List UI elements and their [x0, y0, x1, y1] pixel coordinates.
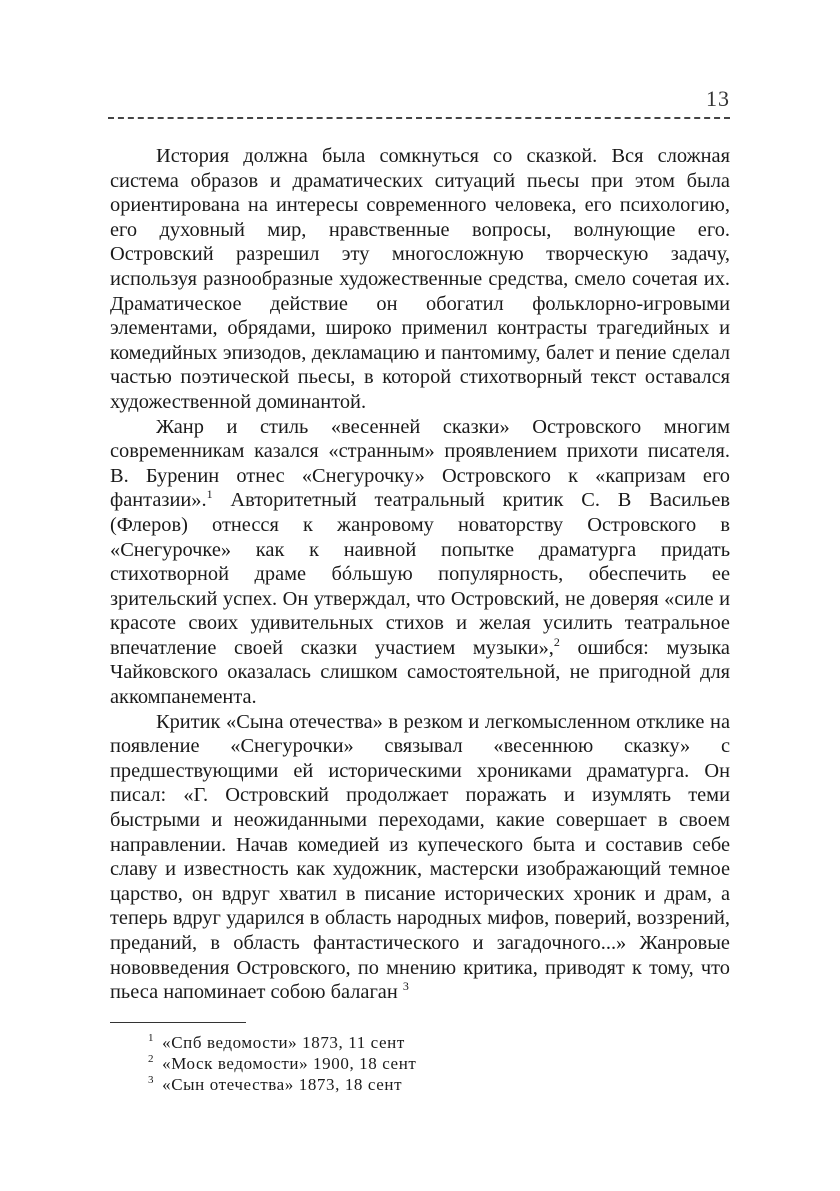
footnote: $^3$ «Сын отечества» 1873, 18 сент [148, 1074, 403, 1094]
paragraph: Жанр и стиль «весенней сказки» Островского многим современникам казался «странным» проявлением прихоти писателя. В. Буренин отнес «Снегурочку» Островского к «капризам его фантазии».$^1$ Авторитетный театральный критик С. В Васильев (Флеров) отнесся к жанровому новаторству Островского в «Снегурочке» как к наивной попытке драматурга придать стихотворной драме бóльшую популярность, обеспечить ее зрительский успех. Он утверждал, что Островский, не доверяя «силе и красоте своих удивительных стихов и желая усилить театральное впечатление своей сказки участием музыки»,$^2$ ошибся: музыка Чайковского оказалась слишком самостоятельной, не пригодной для аккомпанемента. [110, 415, 730, 709]
footnote-ref: 2 [553, 634, 560, 649]
footnote-ref: 1 [206, 487, 213, 502]
footnote-ref: 3 [402, 979, 409, 994]
main-text [110, 144, 730, 1005]
footnotes [148, 1032, 648, 1095]
header-rule [108, 117, 730, 119]
paragraph: Критик «Сына отечества» в резком и легкомысленном отклике на появление «Снегурочки» связывал «весеннюю сказку» с предшествующими ей историческими хрониками драматурга. Он писал: «Г. Островский продолжает поражать и изумлять теми быстрыми и неожиданными переходами, какие совершает в своем направлении. Начав комедией из купеческого быта и составив себе славу и известность как художник, мастерски изображающий темное царство, он вдруг хватил в писание исторических хроник и драм, а теперь вдруг ударился в область народных мифов, поверий, воззрений, преданий, в область фантастического и загадочного...» Жанровые нововведения Островского, по мнению критика, приводят к тому, что пьеса напоминает собою балаган $^3$ [110, 710, 730, 1004]
footnote-rule [110, 1022, 246, 1023]
page-number: 13 [706, 86, 730, 111]
footnote: $^2$ «Моск ведомости» 1900, 18 сент [148, 1053, 417, 1073]
footnote: $^1$ «Спб ведомости» 1873, 11 сент [148, 1032, 405, 1052]
paragraph: История должна была сомкнуться со сказкой. Вся сложная система образов и драматических ситуаций пьесы при этом была ориентирована на интересы современного человека, его психологию, его духовный мир, нравственные вопросы, волнующие его. Островский разрешил эту многосложную творческую задачу, используя разнообразные художественные средства, смело сочетая их. Драматическое действие он обогатил фольклорно-игровыми элементами, обрядами, широко применил контрасты трагедийных и комедийных эпизодов, декламацию и пантомиму, балет и пение сделал частью поэтической пьесы, в которой стихотворный текст оставался художественной доминантой. [110, 145, 730, 413]
